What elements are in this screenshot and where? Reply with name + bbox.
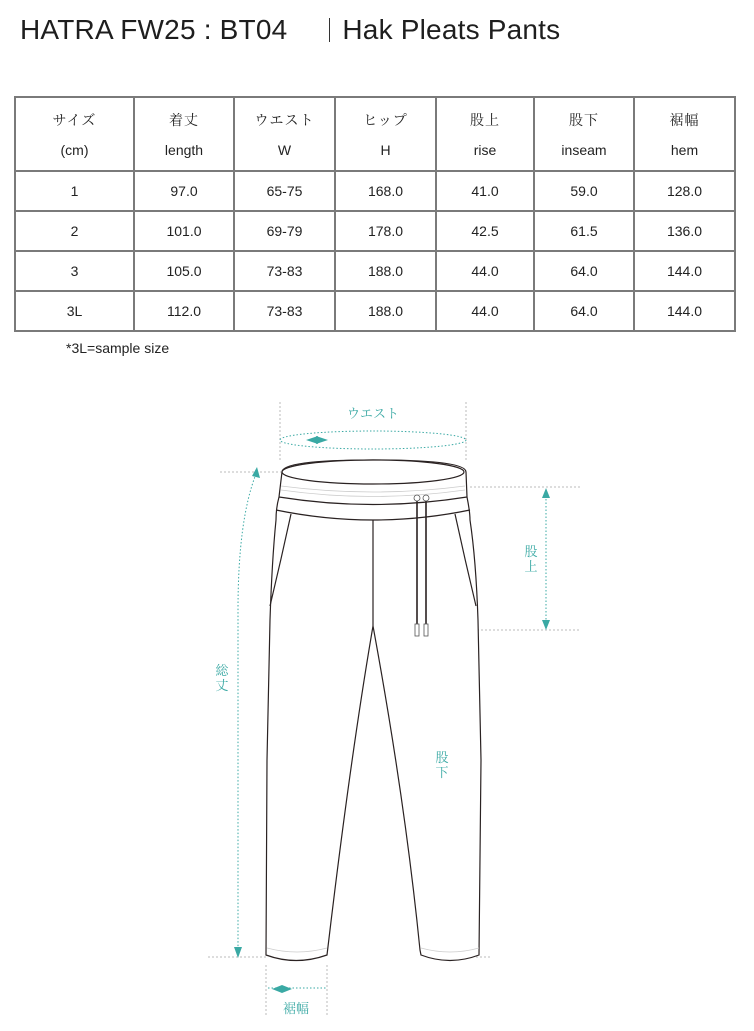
header-size: サイズ (cm) — [15, 97, 134, 171]
table-row — [15, 211, 735, 251]
title-separator — [329, 18, 330, 42]
cell-hem: 136.0 — [634, 211, 735, 251]
cell-length: 105.0 — [134, 251, 234, 291]
table-row — [15, 171, 735, 211]
pants-illustration — [0, 380, 754, 1026]
cell-length: 101.0 — [134, 211, 234, 251]
cell-length: 97.0 — [134, 171, 234, 211]
cell-hip: 188.0 — [335, 251, 436, 291]
title-product-name: Hak Pleats Pants — [342, 14, 561, 45]
header-hem: 裾幅 hem — [634, 97, 735, 171]
cell-inseam: 61.5 — [534, 211, 634, 251]
waist-label: ウエスト — [347, 406, 400, 421]
cell-size: 1 — [15, 171, 134, 211]
cell-hem: 144.0 — [634, 291, 735, 331]
header-hip: ヒップ H — [335, 97, 436, 171]
pants-measurement-diagram — [0, 380, 754, 1026]
cell-waist: 73-83 — [234, 251, 335, 291]
cell-length: 112.0 — [134, 291, 234, 331]
header-rise: 股上 rise — [436, 97, 534, 171]
cell-rise: 42.5 — [436, 211, 534, 251]
cell-rise: 41.0 — [436, 171, 534, 211]
cell-inseam: 64.0 — [534, 251, 634, 291]
cell-rise: 44.0 — [436, 251, 534, 291]
cell-waist: 69-79 — [234, 211, 335, 251]
cell-size: 3L — [15, 291, 134, 331]
cell-hip: 178.0 — [335, 211, 436, 251]
length-label: 総丈 — [215, 663, 229, 693]
title-product-code: HATRA FW25 : BT04 — [20, 14, 288, 45]
rise-label: 股上 — [524, 544, 538, 574]
cell-waist: 73-83 — [234, 291, 335, 331]
sample-size-note: *3L=sample size — [66, 340, 170, 356]
cell-size: 3 — [15, 251, 134, 291]
cell-rise: 44.0 — [436, 291, 534, 331]
cell-inseam: 64.0 — [534, 291, 634, 331]
table-row — [15, 291, 735, 331]
header-inseam: 股下 inseam — [534, 97, 634, 171]
cell-hem: 128.0 — [634, 171, 735, 211]
cell-size: 2 — [15, 211, 134, 251]
page-title — [20, 14, 560, 46]
table-header-row — [15, 97, 735, 171]
cell-hip: 168.0 — [335, 171, 436, 211]
inseam-label: 股下 — [435, 750, 449, 780]
hem-label: 裾幅 — [283, 1001, 310, 1016]
cell-waist: 65-75 — [234, 171, 335, 211]
cell-hem: 144.0 — [634, 251, 735, 291]
cell-hip: 188.0 — [335, 291, 436, 331]
size-chart-table — [14, 96, 736, 332]
header-waist: ウエスト W — [234, 97, 335, 171]
table-row — [15, 251, 735, 291]
header-length: 着丈 length — [134, 97, 234, 171]
cell-inseam: 59.0 — [534, 171, 634, 211]
